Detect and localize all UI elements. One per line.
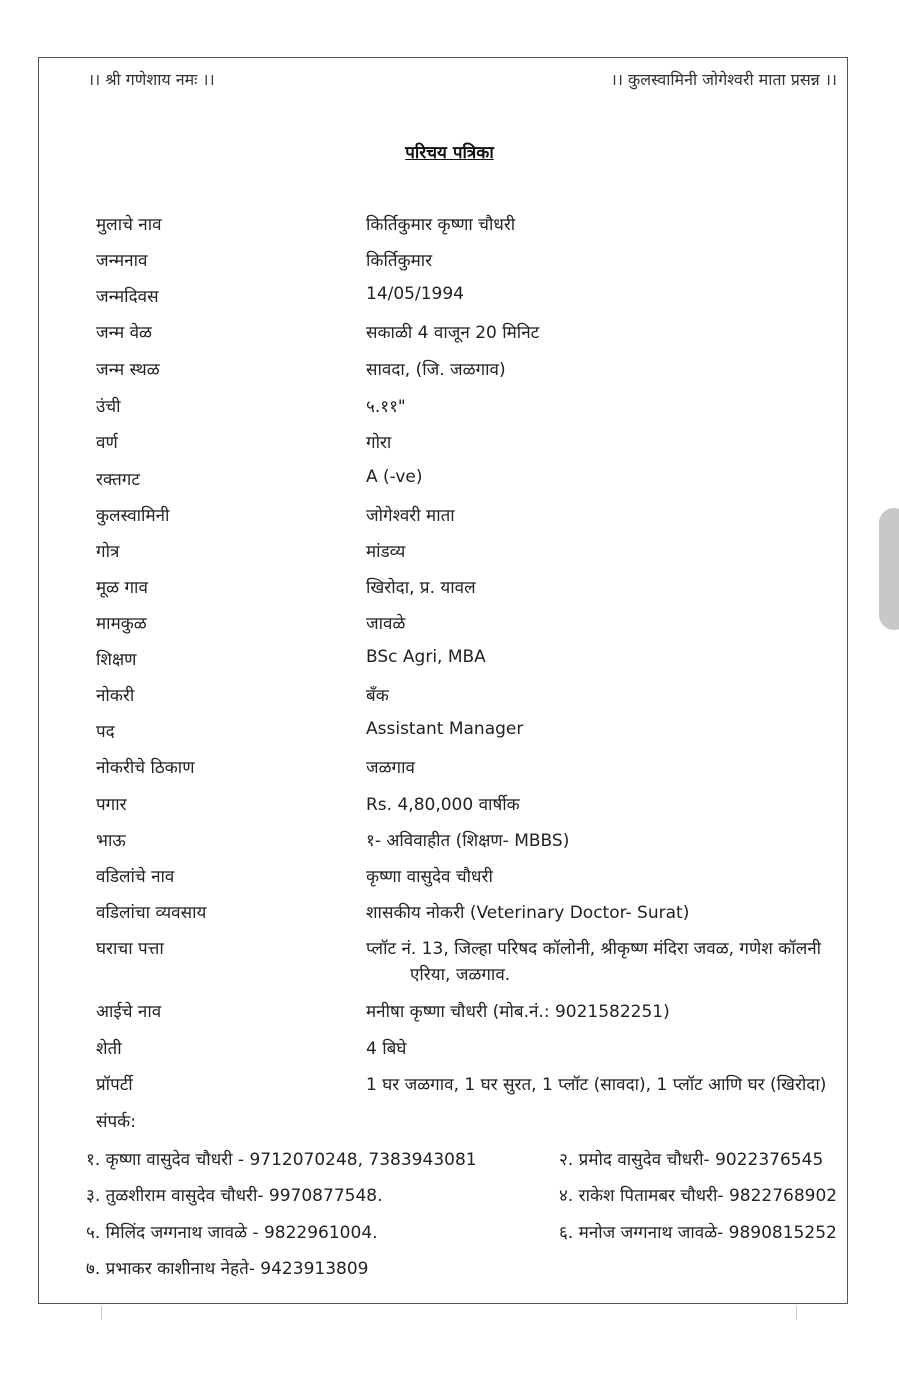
field-label: रक्तगट	[96, 470, 140, 490]
field-value: 1 घर जळगाव, 1 घर सुरत, 1 प्लॉट (सावदा), 1 प्लॉट आणि घर (खिरोदा)	[366, 1075, 827, 1095]
contact-item: ३. तुळशीराम वासुदेव चौधरी- 9970877548.	[86, 1186, 383, 1206]
contact-item: ५. मिलिंद जग्गनाथ जावळे - 9822961004.	[86, 1223, 378, 1243]
field-row	[0, 357, 899, 387]
field-label: मूळ गाव	[96, 578, 148, 598]
field-label: उंची	[96, 397, 121, 417]
field-value: किर्तिकुमार कृष्णा चौधरी	[366, 215, 516, 235]
field-row	[0, 755, 899, 785]
field-row	[0, 575, 899, 605]
contact-item: ४. राकेश पितामबर चौधरी- 9822768902	[559, 1186, 838, 1206]
field-label: वर्ण	[96, 433, 118, 453]
field-value: Assistant Manager	[366, 719, 524, 739]
contact-item: ६. मनोज जग्गनाथ जावळे- 9890815252	[559, 1223, 837, 1243]
field-label: गोत्र	[96, 542, 120, 562]
field-label: पद	[96, 722, 115, 742]
field-row	[0, 248, 899, 278]
page-edge-marker	[101, 1306, 102, 1320]
address-label: घराचा पत्ता	[96, 939, 164, 959]
field-value: 4 बिघे	[366, 1039, 407, 1059]
field-value: BSc Agri, MBA	[366, 647, 486, 667]
field-value: मांडव्य	[366, 542, 406, 562]
field-value: बँक	[366, 686, 389, 706]
field-row	[0, 467, 899, 497]
field-label: मुलाचे नाव	[96, 215, 162, 235]
field-value: जळगाव	[366, 758, 415, 778]
scrollbar-handle[interactable]	[879, 508, 899, 630]
field-value: शासकीय नोकरी (Veterinary Doctor- Surat)	[366, 903, 690, 923]
field-label: वडिलांचा व्यवसाय	[96, 903, 207, 923]
field-row	[0, 683, 899, 713]
field-label: जन्म स्थळ	[96, 360, 160, 380]
field-row	[0, 503, 899, 533]
field-label: भाऊ	[96, 831, 126, 851]
field-row	[0, 284, 899, 314]
field-value: १- अविवाहीत (शिक्षण- MBBS)	[366, 831, 570, 851]
field-row	[0, 792, 899, 822]
page-title: परिचय पत्रिका	[405, 143, 494, 163]
field-label: कुलस्वामिनी	[96, 506, 170, 526]
field-row	[0, 1072, 899, 1102]
field-row	[0, 539, 899, 569]
field-label: जन्मनाव	[96, 251, 148, 271]
field-label: प्रॉपर्टी	[96, 1075, 133, 1095]
address-line-2: एरिया, जळगाव.	[410, 965, 511, 985]
field-label: नोकरी	[96, 686, 135, 706]
field-label: नोकरीचे ठिकाण	[96, 758, 195, 778]
field-value: सावदा, (जि. जळगाव)	[366, 360, 506, 380]
field-value: A (-ve)	[366, 467, 423, 487]
field-value: गोरा	[366, 433, 392, 453]
field-label: पगार	[96, 795, 127, 815]
field-label: जन्मदिवस	[96, 287, 159, 307]
field-value: कृष्णा वासुदेव चौधरी	[366, 867, 493, 887]
contacts-heading: संपर्क:	[96, 1112, 136, 1132]
field-value: किर्तिकुमार	[366, 251, 433, 271]
field-label: वडिलांचे नाव	[96, 867, 175, 887]
field-value: मनीषा कृष्णा चौधरी (मोब.नं.: 9021582251)	[366, 1002, 670, 1022]
header-invocation-right: ।। कुलस्वामिनी जोगेश्वरी माता प्रसन्न ।।	[610, 70, 837, 89]
field-value: खिरोदा, प्र. यावल	[366, 578, 476, 598]
field-value: ५.११"	[366, 397, 406, 417]
field-value: Rs. 4,80,000 वार्षीक	[366, 795, 520, 815]
contact-item: २. प्रमोद वासुदेव चौधरी- 9022376545	[559, 1150, 824, 1170]
header-invocation-left: ।। श्री गणेशाय नमः ।।	[88, 70, 215, 89]
field-row	[0, 1036, 899, 1066]
field-label: जन्म वेळ	[96, 323, 152, 343]
document-page	[38, 57, 848, 1304]
field-row	[0, 430, 899, 460]
field-row	[0, 394, 899, 424]
field-value: जोगेश्वरी माता	[366, 506, 455, 526]
field-value: 14/05/1994	[366, 284, 464, 304]
field-row	[0, 719, 899, 749]
field-label: आईचे नाव	[96, 1002, 162, 1022]
field-value: जावळे	[366, 614, 406, 634]
field-row	[0, 900, 899, 930]
field-row	[0, 828, 899, 858]
field-value: सकाळी 4 वाजून 20 मिनिट	[366, 323, 540, 343]
field-label: मामकुळ	[96, 614, 147, 634]
field-row	[0, 999, 899, 1029]
field-row	[0, 320, 899, 350]
field-label: शिक्षण	[96, 650, 137, 670]
field-label: शेती	[96, 1039, 122, 1059]
page-edge-marker	[796, 1306, 797, 1320]
contact-item: ७. प्रभाकर काशीनाथ नेहते- 9423913809	[86, 1259, 369, 1279]
field-row	[0, 647, 899, 677]
field-row	[0, 212, 899, 242]
address-line-1: प्लॉट नं. 13, जिल्हा परिषद कॉलोनी, श्रीकृष्ण मंदिरा जवळ, गणेश कॉलनी	[366, 939, 822, 959]
contact-item: १. कृष्णा वासुदेव चौधरी - 9712070248, 7383943081	[86, 1150, 477, 1170]
field-row	[0, 864, 899, 894]
field-row	[0, 611, 899, 641]
